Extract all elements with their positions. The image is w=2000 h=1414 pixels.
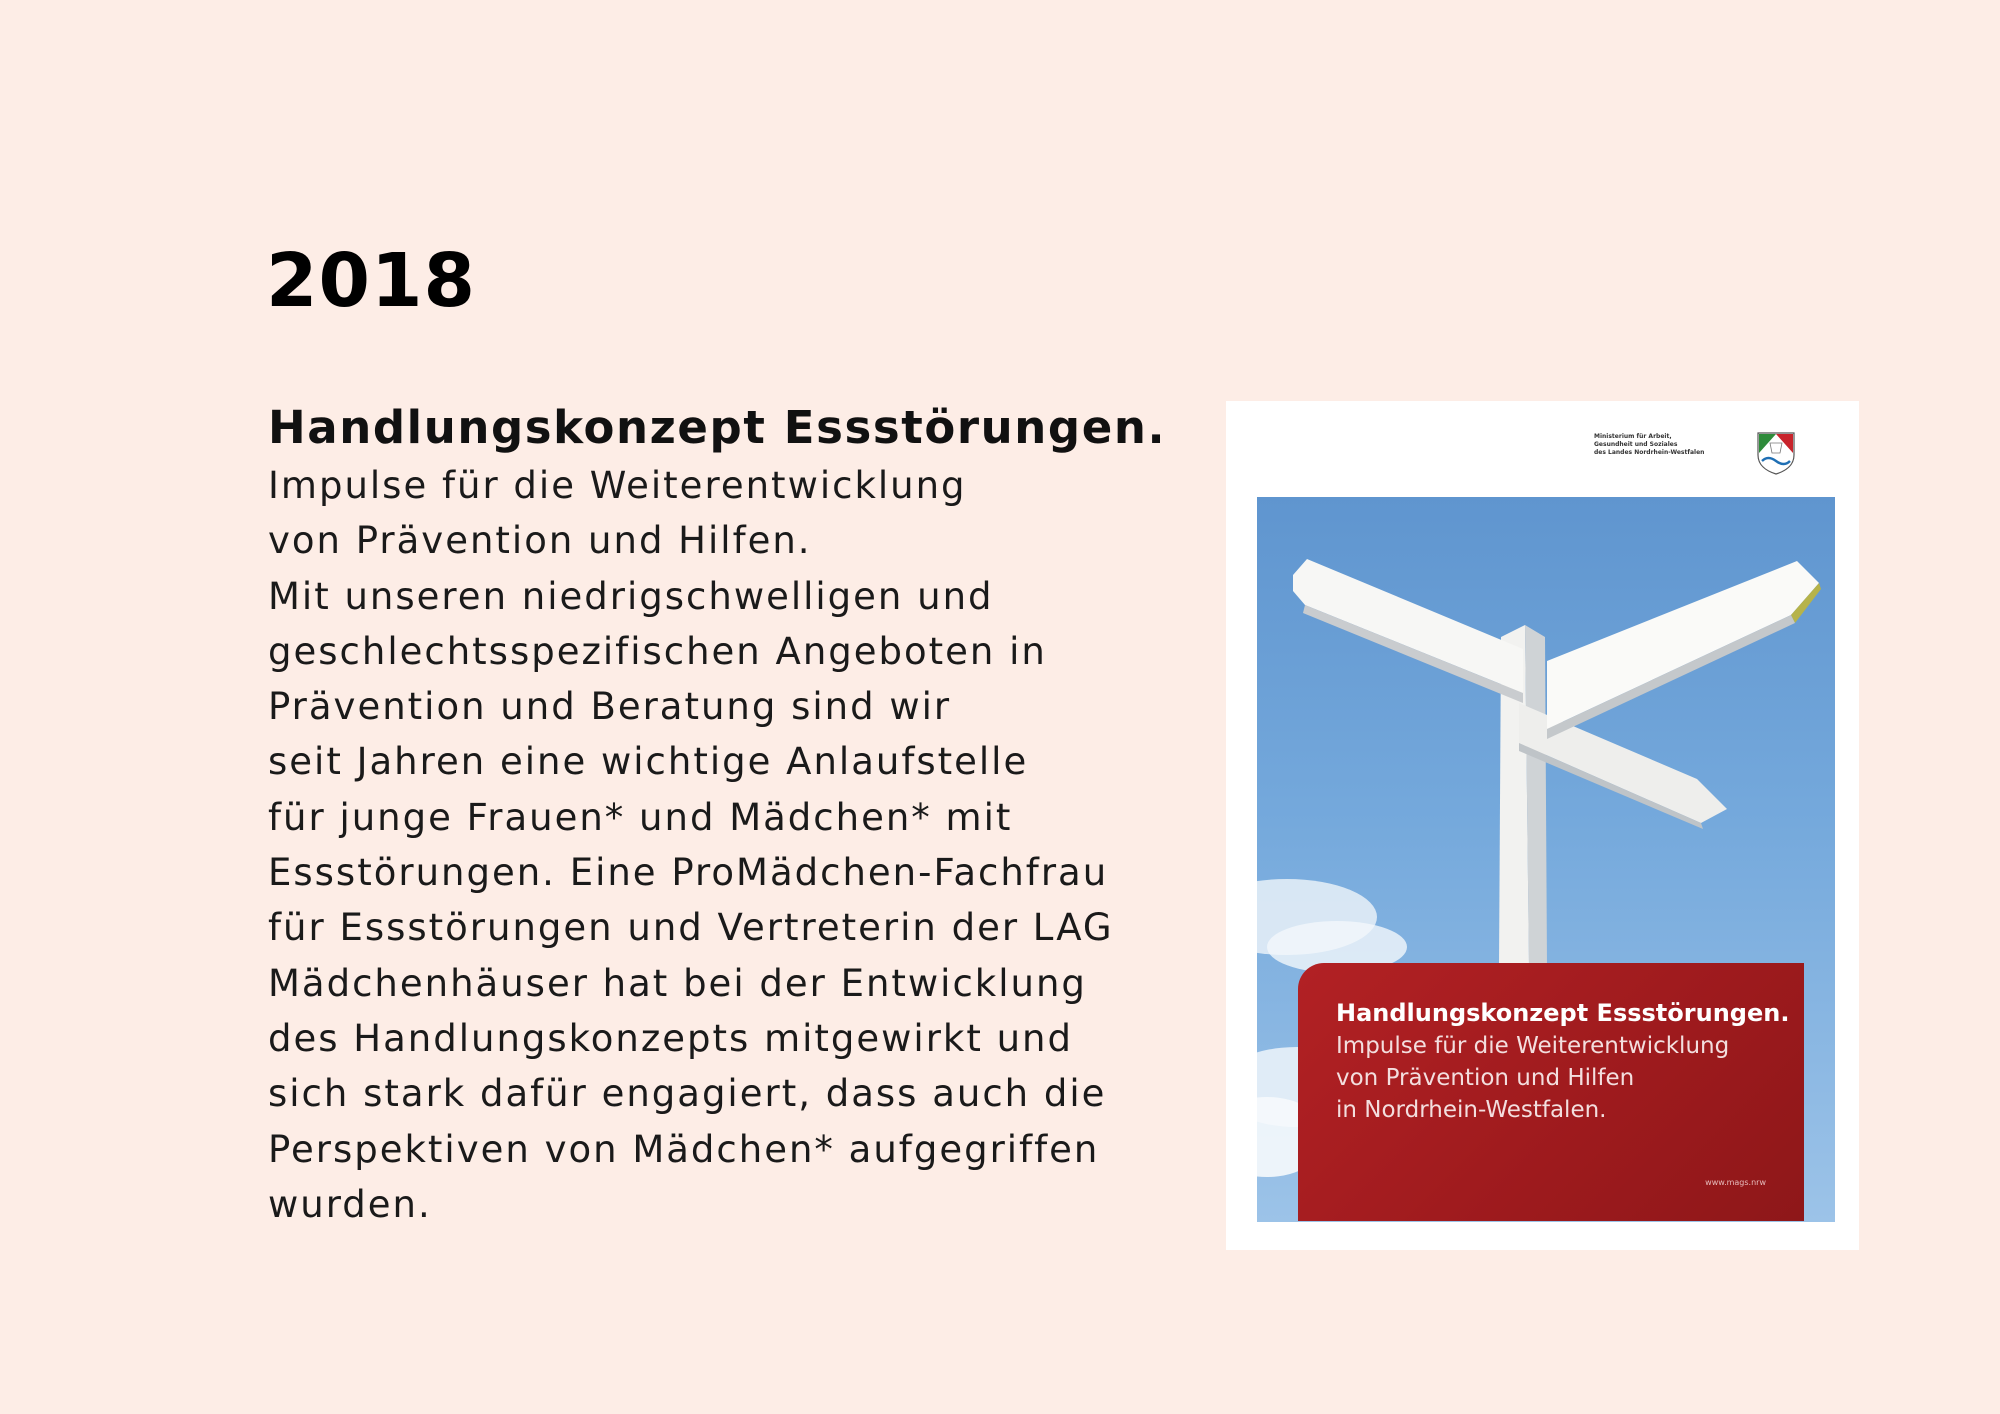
document-title: Handlungskonzept Essstörungen.: [268, 401, 1167, 454]
year-heading: 2018: [266, 238, 476, 324]
ministry-line: Gesundheit und Soziales: [1594, 441, 1678, 448]
body-line: sich stark dafür engagiert, dass auch die: [268, 1072, 1107, 1116]
cover-subtitle-line: Impulse für die Weiterentwicklung: [1336, 1033, 1730, 1059]
brochure-cover-image: [1226, 401, 1859, 1250]
body-line: Prävention und Beratung sind wir: [268, 685, 952, 729]
body-line: Impulse für die Weiterentwicklung: [268, 464, 967, 507]
body-line: Mit unseren niedrigschwelligen und: [268, 574, 994, 618]
body-line: von Prävention und Hilfen.: [268, 519, 812, 563]
body-line: Essstörungen. Eine ProMädchen-Fachfrau: [268, 851, 1109, 895]
ministry-line: des Landes Nordrhein-Westfalen: [1594, 449, 1705, 456]
body-line: für junge Frauen* und Mädchen* mit: [268, 795, 1013, 839]
ministry-line: Ministerium für Arbeit,: [1594, 433, 1672, 440]
cover-subtitle-line: in Nordrhein-Westfalen.: [1336, 1097, 1607, 1123]
ministry-label: [1594, 433, 1704, 457]
cover-title: Handlungskonzept Essstörungen.: [1336, 999, 1790, 1027]
nrw-crest-icon: [1756, 431, 1796, 475]
body-line: geschlechtsspezifischen Angeboten in: [268, 629, 1047, 673]
body-line: des Handlungskonzepts mitgewirkt und: [268, 1016, 1073, 1060]
body-line: für Essstörungen und Vertreterin der LAG: [268, 906, 1114, 950]
title-panel: [1298, 963, 1804, 1221]
body-line: Mädchenhäuser hat bei der Entwicklung: [268, 961, 1087, 1005]
cover-subtitle-line: von Prävention und Hilfen: [1336, 1065, 1635, 1091]
description-block: [268, 398, 1167, 1232]
cover-url: www.mags.nrw: [1705, 1178, 1766, 1187]
body-line: seit Jahren eine wichtige Anlaufstelle: [268, 740, 1029, 784]
body-line: wurden.: [268, 1182, 432, 1226]
body-line: Perspektiven von Mädchen* aufgegriffen: [268, 1127, 1100, 1171]
